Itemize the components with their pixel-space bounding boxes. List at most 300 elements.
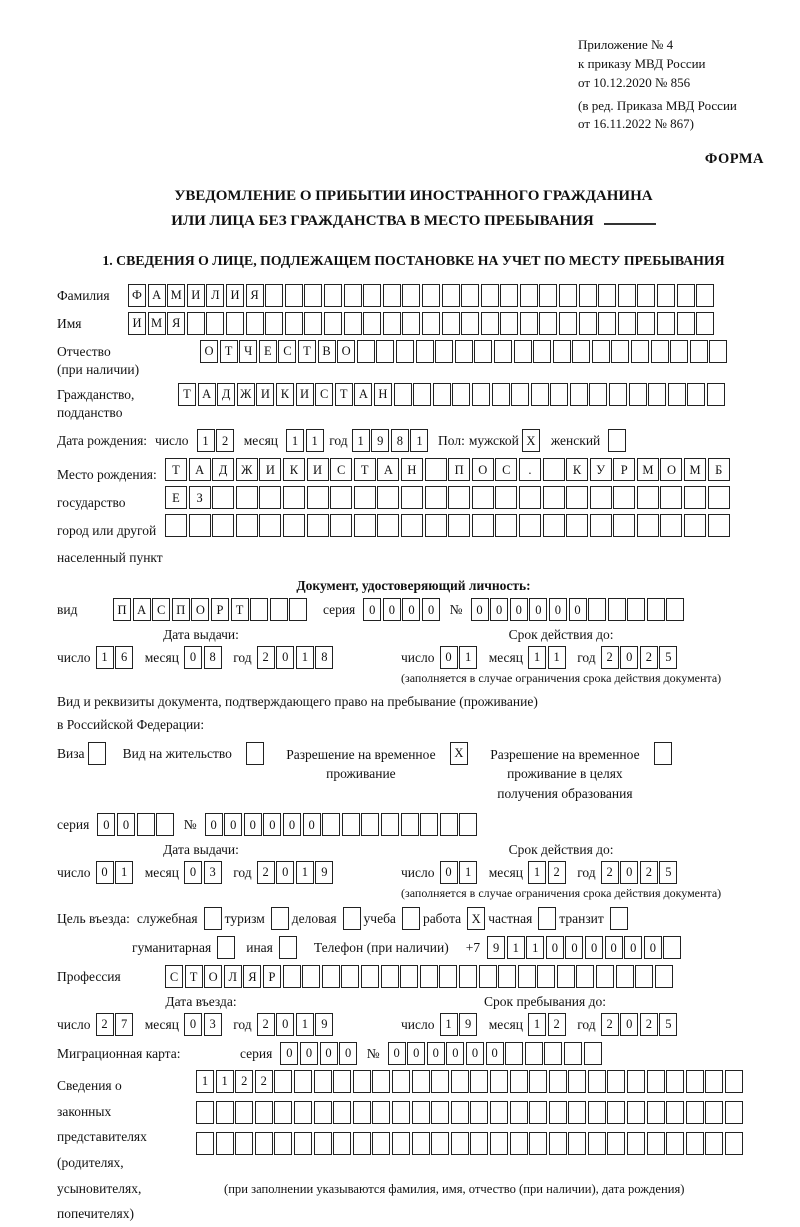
char-cell[interactable]: Д bbox=[212, 458, 234, 481]
char-cell[interactable] bbox=[357, 340, 375, 363]
char-cell[interactable] bbox=[472, 514, 494, 537]
char-cell[interactable]: И bbox=[128, 312, 146, 335]
char-cell[interactable]: Л bbox=[224, 965, 242, 988]
char-cell[interactable] bbox=[590, 486, 612, 509]
char-cell[interactable]: 0 bbox=[363, 598, 381, 621]
char-cell[interactable]: К bbox=[283, 458, 305, 481]
char-cell[interactable] bbox=[495, 486, 517, 509]
char-cell[interactable]: Р bbox=[211, 598, 229, 621]
char-cell[interactable]: 2 bbox=[235, 1070, 253, 1093]
char-cell[interactable]: 2 bbox=[601, 646, 619, 669]
char-cell[interactable] bbox=[402, 312, 420, 335]
char-cell[interactable] bbox=[314, 1101, 332, 1124]
char-cell[interactable] bbox=[333, 1132, 351, 1155]
char-cell[interactable] bbox=[451, 1070, 469, 1093]
char-cell[interactable] bbox=[666, 1070, 684, 1093]
char-cell[interactable] bbox=[651, 340, 669, 363]
char-cell[interactable] bbox=[285, 284, 303, 307]
char-cell[interactable] bbox=[618, 312, 636, 335]
char-cell[interactable] bbox=[666, 1132, 684, 1155]
char-cell[interactable] bbox=[498, 965, 516, 988]
char-cell[interactable] bbox=[613, 486, 635, 509]
char-cell[interactable] bbox=[572, 340, 590, 363]
char-cell[interactable]: 0 bbox=[407, 1042, 425, 1065]
char-cell[interactable] bbox=[549, 1070, 567, 1093]
char-cell[interactable]: Ж bbox=[237, 383, 255, 406]
char-cell[interactable] bbox=[187, 312, 205, 335]
char-cell[interactable] bbox=[705, 1132, 723, 1155]
char-cell[interactable]: 0 bbox=[388, 1042, 406, 1065]
char-cell[interactable] bbox=[663, 936, 681, 959]
char-cell[interactable]: 9 bbox=[487, 936, 505, 959]
char-cell[interactable] bbox=[618, 284, 636, 307]
char-cell[interactable] bbox=[592, 340, 610, 363]
char-cell[interactable] bbox=[607, 1101, 625, 1124]
char-cell[interactable] bbox=[451, 1101, 469, 1124]
purpose-study-checkbox[interactable] bbox=[402, 907, 420, 930]
char-cell[interactable] bbox=[505, 1042, 523, 1065]
char-cell[interactable] bbox=[684, 514, 706, 537]
char-cell[interactable] bbox=[510, 1070, 528, 1093]
char-cell[interactable] bbox=[250, 598, 268, 621]
char-cell[interactable] bbox=[431, 1101, 449, 1124]
char-cell[interactable] bbox=[531, 383, 549, 406]
char-cell[interactable]: О bbox=[660, 458, 682, 481]
char-cell[interactable] bbox=[479, 965, 497, 988]
char-cell[interactable]: 1 bbox=[459, 646, 477, 669]
char-cell[interactable] bbox=[514, 340, 532, 363]
char-cell[interactable]: 8 bbox=[315, 646, 333, 669]
char-cell[interactable]: . bbox=[519, 458, 541, 481]
char-cell[interactable] bbox=[511, 383, 529, 406]
char-cell[interactable] bbox=[529, 1070, 547, 1093]
char-cell[interactable] bbox=[216, 1132, 234, 1155]
char-cell[interactable] bbox=[274, 1101, 292, 1124]
char-cell[interactable]: Н bbox=[374, 383, 392, 406]
char-cell[interactable]: 1 bbox=[440, 1013, 458, 1036]
char-cell[interactable]: Т bbox=[165, 458, 187, 481]
char-cell[interactable] bbox=[725, 1070, 743, 1093]
char-cell[interactable]: С bbox=[278, 340, 296, 363]
char-cell[interactable] bbox=[627, 598, 645, 621]
char-cell[interactable] bbox=[708, 486, 730, 509]
char-cell[interactable]: 9 bbox=[459, 1013, 477, 1036]
char-cell[interactable] bbox=[705, 1101, 723, 1124]
char-cell[interactable] bbox=[677, 312, 695, 335]
char-cell[interactable] bbox=[283, 486, 305, 509]
char-cell[interactable] bbox=[686, 1101, 704, 1124]
char-cell[interactable] bbox=[657, 284, 675, 307]
char-cell[interactable]: А bbox=[354, 383, 372, 406]
char-cell[interactable] bbox=[274, 1132, 292, 1155]
char-cell[interactable]: 2 bbox=[601, 1013, 619, 1036]
char-cell[interactable] bbox=[684, 486, 706, 509]
char-cell[interactable]: 8 bbox=[204, 646, 222, 669]
char-cell[interactable] bbox=[520, 312, 538, 335]
char-cell[interactable]: 0 bbox=[440, 861, 458, 884]
char-cell[interactable] bbox=[461, 284, 479, 307]
char-cell[interactable] bbox=[448, 486, 470, 509]
purpose-business-checkbox[interactable] bbox=[343, 907, 361, 930]
char-cell[interactable] bbox=[474, 340, 492, 363]
char-cell[interactable]: 1 bbox=[296, 646, 314, 669]
char-cell[interactable] bbox=[686, 1070, 704, 1093]
char-cell[interactable] bbox=[629, 383, 647, 406]
char-cell[interactable] bbox=[490, 1070, 508, 1093]
char-cell[interactable] bbox=[448, 514, 470, 537]
char-cell[interactable] bbox=[613, 514, 635, 537]
char-cell[interactable] bbox=[660, 514, 682, 537]
char-cell[interactable]: 0 bbox=[529, 598, 547, 621]
char-cell[interactable]: Е bbox=[259, 340, 277, 363]
char-cell[interactable] bbox=[330, 486, 352, 509]
char-cell[interactable] bbox=[396, 340, 414, 363]
char-cell[interactable] bbox=[314, 1132, 332, 1155]
char-cell[interactable]: П bbox=[113, 598, 131, 621]
char-cell[interactable] bbox=[559, 284, 577, 307]
char-cell[interactable]: 0 bbox=[549, 598, 567, 621]
char-cell[interactable] bbox=[609, 383, 627, 406]
visa-checkbox[interactable] bbox=[88, 742, 106, 765]
char-cell[interactable] bbox=[598, 312, 616, 335]
char-cell[interactable] bbox=[655, 965, 673, 988]
char-cell[interactable]: 1 bbox=[196, 1070, 214, 1093]
char-cell[interactable] bbox=[648, 383, 666, 406]
char-cell[interactable] bbox=[394, 383, 412, 406]
char-cell[interactable]: 0 bbox=[422, 598, 440, 621]
char-cell[interactable] bbox=[259, 486, 281, 509]
char-cell[interactable]: 0 bbox=[440, 646, 458, 669]
char-cell[interactable] bbox=[635, 965, 653, 988]
char-cell[interactable]: А bbox=[133, 598, 151, 621]
char-cell[interactable] bbox=[324, 284, 342, 307]
char-cell[interactable] bbox=[285, 312, 303, 335]
char-cell[interactable]: А bbox=[189, 458, 211, 481]
char-cell[interactable] bbox=[584, 1042, 602, 1065]
char-cell[interactable] bbox=[363, 312, 381, 335]
char-cell[interactable]: 0 bbox=[96, 861, 114, 884]
char-cell[interactable] bbox=[490, 1132, 508, 1155]
char-cell[interactable]: О bbox=[191, 598, 209, 621]
char-cell[interactable] bbox=[412, 1132, 430, 1155]
char-cell[interactable] bbox=[416, 340, 434, 363]
char-cell[interactable]: М bbox=[637, 458, 659, 481]
char-cell[interactable]: 0 bbox=[644, 936, 662, 959]
char-cell[interactable] bbox=[442, 284, 460, 307]
char-cell[interactable] bbox=[481, 312, 499, 335]
char-cell[interactable]: 0 bbox=[244, 813, 262, 836]
char-cell[interactable]: С bbox=[165, 965, 183, 988]
char-cell[interactable] bbox=[354, 486, 376, 509]
char-cell[interactable] bbox=[647, 1070, 665, 1093]
char-cell[interactable]: 1 bbox=[526, 936, 544, 959]
char-cell[interactable] bbox=[520, 284, 538, 307]
char-cell[interactable] bbox=[472, 383, 490, 406]
char-cell[interactable] bbox=[637, 514, 659, 537]
char-cell[interactable] bbox=[677, 284, 695, 307]
char-cell[interactable] bbox=[422, 312, 440, 335]
purpose-other-checkbox[interactable] bbox=[279, 936, 297, 959]
residence-permit-checkbox[interactable] bbox=[246, 742, 264, 765]
char-cell[interactable] bbox=[690, 340, 708, 363]
char-cell[interactable] bbox=[235, 1132, 253, 1155]
char-cell[interactable] bbox=[686, 1132, 704, 1155]
char-cell[interactable]: 0 bbox=[471, 598, 489, 621]
char-cell[interactable]: 0 bbox=[605, 936, 623, 959]
char-cell[interactable] bbox=[519, 514, 541, 537]
char-cell[interactable] bbox=[216, 1101, 234, 1124]
char-cell[interactable] bbox=[361, 813, 379, 836]
char-cell[interactable] bbox=[590, 514, 612, 537]
char-cell[interactable] bbox=[588, 1101, 606, 1124]
char-cell[interactable] bbox=[412, 1101, 430, 1124]
char-cell[interactable]: К bbox=[566, 458, 588, 481]
char-cell[interactable]: Ч bbox=[239, 340, 257, 363]
char-cell[interactable] bbox=[579, 312, 597, 335]
char-cell[interactable]: 0 bbox=[565, 936, 583, 959]
char-cell[interactable] bbox=[420, 965, 438, 988]
char-cell[interactable] bbox=[543, 514, 565, 537]
char-cell[interactable]: 0 bbox=[446, 1042, 464, 1065]
char-cell[interactable] bbox=[165, 514, 187, 537]
char-cell[interactable]: 9 bbox=[371, 429, 389, 452]
char-cell[interactable] bbox=[283, 514, 305, 537]
char-cell[interactable]: П bbox=[172, 598, 190, 621]
char-cell[interactable] bbox=[725, 1132, 743, 1155]
char-cell[interactable]: 9 bbox=[315, 1013, 333, 1036]
char-cell[interactable] bbox=[333, 1101, 351, 1124]
char-cell[interactable] bbox=[598, 284, 616, 307]
char-cell[interactable]: 2 bbox=[640, 646, 658, 669]
char-cell[interactable]: 0 bbox=[383, 598, 401, 621]
char-cell[interactable] bbox=[668, 383, 686, 406]
char-cell[interactable] bbox=[570, 383, 588, 406]
char-cell[interactable] bbox=[500, 284, 518, 307]
char-cell[interactable]: Н bbox=[401, 458, 423, 481]
char-cell[interactable] bbox=[549, 1132, 567, 1155]
char-cell[interactable] bbox=[543, 486, 565, 509]
char-cell[interactable]: Р bbox=[263, 965, 281, 988]
char-cell[interactable]: 2 bbox=[548, 1013, 566, 1036]
char-cell[interactable] bbox=[212, 514, 234, 537]
char-cell[interactable]: С bbox=[495, 458, 517, 481]
char-cell[interactable]: Б bbox=[708, 458, 730, 481]
char-cell[interactable]: 0 bbox=[283, 813, 301, 836]
char-cell[interactable] bbox=[304, 312, 322, 335]
char-cell[interactable]: И bbox=[256, 383, 274, 406]
char-cell[interactable] bbox=[588, 1070, 606, 1093]
char-cell[interactable]: 1 bbox=[352, 429, 370, 452]
char-cell[interactable]: 1 bbox=[197, 429, 215, 452]
char-cell[interactable]: С bbox=[315, 383, 333, 406]
char-cell[interactable] bbox=[431, 1132, 449, 1155]
char-cell[interactable]: 2 bbox=[640, 861, 658, 884]
char-cell[interactable] bbox=[500, 312, 518, 335]
char-cell[interactable] bbox=[470, 1132, 488, 1155]
char-cell[interactable]: 2 bbox=[257, 646, 275, 669]
char-cell[interactable]: 0 bbox=[620, 646, 638, 669]
char-cell[interactable] bbox=[529, 1132, 547, 1155]
char-cell[interactable] bbox=[553, 340, 571, 363]
char-cell[interactable] bbox=[518, 965, 536, 988]
char-cell[interactable]: О bbox=[204, 965, 222, 988]
char-cell[interactable]: 0 bbox=[117, 813, 135, 836]
char-cell[interactable]: 0 bbox=[276, 1013, 294, 1036]
char-cell[interactable]: С bbox=[330, 458, 352, 481]
char-cell[interactable] bbox=[392, 1070, 410, 1093]
char-cell[interactable] bbox=[616, 965, 634, 988]
char-cell[interactable] bbox=[377, 514, 399, 537]
char-cell[interactable] bbox=[392, 1101, 410, 1124]
char-cell[interactable]: 0 bbox=[276, 646, 294, 669]
char-cell[interactable]: 0 bbox=[620, 861, 638, 884]
char-cell[interactable] bbox=[637, 284, 655, 307]
char-cell[interactable]: 0 bbox=[205, 813, 223, 836]
char-cell[interactable] bbox=[372, 1070, 390, 1093]
char-cell[interactable] bbox=[156, 813, 174, 836]
char-cell[interactable]: 2 bbox=[257, 1013, 275, 1036]
char-cell[interactable]: 1 bbox=[528, 646, 546, 669]
char-cell[interactable] bbox=[274, 1070, 292, 1093]
char-cell[interactable]: 0 bbox=[280, 1042, 298, 1065]
char-cell[interactable] bbox=[330, 514, 352, 537]
char-cell[interactable] bbox=[490, 1101, 508, 1124]
char-cell[interactable]: С bbox=[152, 598, 170, 621]
char-cell[interactable]: 1 bbox=[528, 1013, 546, 1036]
char-cell[interactable]: О bbox=[472, 458, 494, 481]
char-cell[interactable]: О bbox=[200, 340, 218, 363]
char-cell[interactable] bbox=[666, 598, 684, 621]
char-cell[interactable]: 2 bbox=[640, 1013, 658, 1036]
char-cell[interactable] bbox=[472, 486, 494, 509]
char-cell[interactable] bbox=[353, 1070, 371, 1093]
char-cell[interactable] bbox=[196, 1101, 214, 1124]
char-cell[interactable] bbox=[696, 312, 714, 335]
char-cell[interactable] bbox=[377, 486, 399, 509]
char-cell[interactable] bbox=[539, 284, 557, 307]
char-cell[interactable] bbox=[544, 1042, 562, 1065]
male-checkbox[interactable]: X bbox=[522, 429, 540, 452]
char-cell[interactable]: Т bbox=[354, 458, 376, 481]
char-cell[interactable]: М bbox=[684, 458, 706, 481]
purpose-humanitarian-checkbox[interactable] bbox=[217, 936, 235, 959]
char-cell[interactable] bbox=[324, 312, 342, 335]
char-cell[interactable] bbox=[294, 1101, 312, 1124]
char-cell[interactable] bbox=[455, 340, 473, 363]
char-cell[interactable] bbox=[537, 965, 555, 988]
char-cell[interactable]: 1 bbox=[296, 1013, 314, 1036]
char-cell[interactable] bbox=[294, 1132, 312, 1155]
char-cell[interactable]: И bbox=[226, 284, 244, 307]
char-cell[interactable]: 2 bbox=[548, 861, 566, 884]
char-cell[interactable]: Т bbox=[185, 965, 203, 988]
char-cell[interactable] bbox=[564, 1042, 582, 1065]
purpose-private-checkbox[interactable] bbox=[538, 907, 556, 930]
char-cell[interactable] bbox=[425, 514, 447, 537]
char-cell[interactable]: 0 bbox=[569, 598, 587, 621]
char-cell[interactable] bbox=[525, 1042, 543, 1065]
char-cell[interactable] bbox=[289, 598, 307, 621]
char-cell[interactable] bbox=[314, 1070, 332, 1093]
char-cell[interactable] bbox=[461, 312, 479, 335]
char-cell[interactable]: 1 bbox=[96, 646, 114, 669]
char-cell[interactable]: 0 bbox=[624, 936, 642, 959]
char-cell[interactable] bbox=[283, 965, 301, 988]
char-cell[interactable]: 0 bbox=[184, 1013, 202, 1036]
char-cell[interactable]: 5 bbox=[659, 861, 677, 884]
char-cell[interactable] bbox=[709, 340, 727, 363]
char-cell[interactable] bbox=[637, 312, 655, 335]
char-cell[interactable]: 1 bbox=[216, 1070, 234, 1093]
char-cell[interactable] bbox=[647, 598, 665, 621]
char-cell[interactable] bbox=[259, 514, 281, 537]
char-cell[interactable] bbox=[510, 1101, 528, 1124]
char-cell[interactable] bbox=[235, 1101, 253, 1124]
char-cell[interactable] bbox=[344, 312, 362, 335]
char-cell[interactable] bbox=[322, 965, 340, 988]
char-cell[interactable] bbox=[354, 514, 376, 537]
char-cell[interactable]: Т bbox=[298, 340, 316, 363]
char-cell[interactable]: Е bbox=[165, 486, 187, 509]
char-cell[interactable] bbox=[333, 1070, 351, 1093]
char-cell[interactable]: Д bbox=[217, 383, 235, 406]
char-cell[interactable] bbox=[696, 284, 714, 307]
char-cell[interactable] bbox=[402, 284, 420, 307]
char-cell[interactable]: 0 bbox=[490, 598, 508, 621]
char-cell[interactable]: И bbox=[296, 383, 314, 406]
char-cell[interactable] bbox=[189, 514, 211, 537]
char-cell[interactable] bbox=[687, 383, 705, 406]
char-cell[interactable]: 1 bbox=[410, 429, 428, 452]
char-cell[interactable] bbox=[481, 284, 499, 307]
char-cell[interactable] bbox=[510, 1132, 528, 1155]
char-cell[interactable] bbox=[372, 1101, 390, 1124]
char-cell[interactable] bbox=[666, 1101, 684, 1124]
char-cell[interactable] bbox=[425, 458, 447, 481]
purpose-official-checkbox[interactable] bbox=[204, 907, 222, 930]
char-cell[interactable] bbox=[294, 1070, 312, 1093]
char-cell[interactable]: 9 bbox=[315, 861, 333, 884]
char-cell[interactable] bbox=[627, 1101, 645, 1124]
char-cell[interactable] bbox=[566, 486, 588, 509]
char-cell[interactable]: 3 bbox=[204, 861, 222, 884]
char-cell[interactable] bbox=[494, 340, 512, 363]
char-cell[interactable]: П bbox=[448, 458, 470, 481]
char-cell[interactable] bbox=[529, 1101, 547, 1124]
purpose-transit-checkbox[interactable] bbox=[610, 907, 628, 930]
char-cell[interactable] bbox=[353, 1132, 371, 1155]
char-cell[interactable] bbox=[492, 383, 510, 406]
char-cell[interactable]: В bbox=[318, 340, 336, 363]
char-cell[interactable] bbox=[557, 965, 575, 988]
char-cell[interactable] bbox=[707, 383, 725, 406]
char-cell[interactable]: 0 bbox=[184, 646, 202, 669]
char-cell[interactable]: Я bbox=[243, 965, 261, 988]
char-cell[interactable] bbox=[255, 1132, 273, 1155]
char-cell[interactable]: У bbox=[590, 458, 612, 481]
char-cell[interactable]: 0 bbox=[546, 936, 564, 959]
char-cell[interactable] bbox=[353, 1101, 371, 1124]
char-cell[interactable] bbox=[596, 965, 614, 988]
purpose-tourism-checkbox[interactable] bbox=[271, 907, 289, 930]
char-cell[interactable] bbox=[660, 486, 682, 509]
char-cell[interactable]: Я bbox=[246, 284, 264, 307]
char-cell[interactable] bbox=[307, 514, 329, 537]
char-cell[interactable]: 8 bbox=[391, 429, 409, 452]
char-cell[interactable] bbox=[607, 1132, 625, 1155]
char-cell[interactable]: 1 bbox=[548, 646, 566, 669]
char-cell[interactable] bbox=[627, 1132, 645, 1155]
